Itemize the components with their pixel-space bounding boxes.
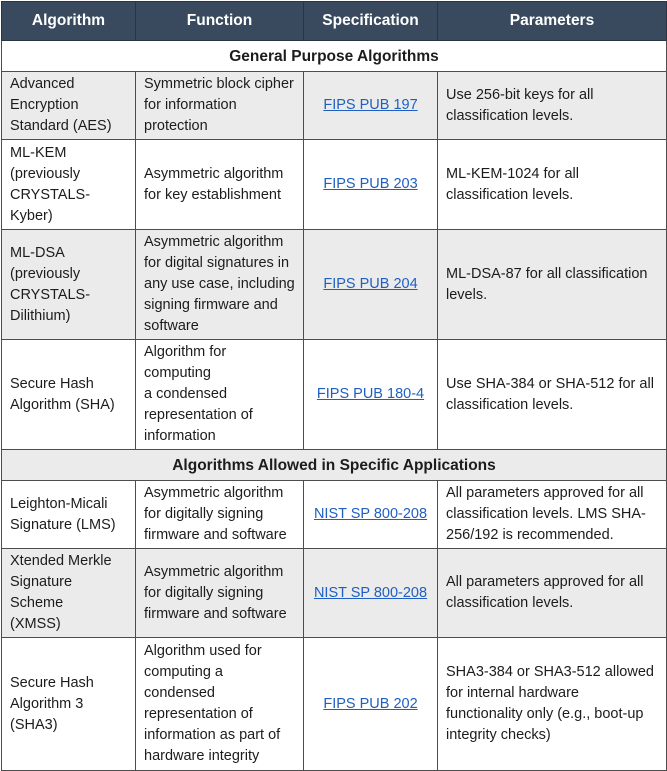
specification-cell [304,549,438,638]
specification-cell [304,72,438,140]
spec-link[interactable]: NIST SP 800-208 [313,584,428,601]
algorithm-cell: Leighton-Micali Signature (LMS) [2,481,136,549]
parameters-cell: All parameters approved for all classification levels. [438,549,667,638]
header-specification: Specification [304,2,438,41]
function-cell: Algorithm used for computing a condensed representation of information as part of hardware integrity [136,638,304,771]
header-row [2,2,667,41]
algorithm-cell: Secure Hash Algorithm (SHA) [2,340,136,450]
spec-link[interactable]: FIPS PUB 180-4 [316,386,425,402]
header-function: Function [136,2,304,41]
parameters-cell: ML-DSA-87 for all classification levels. [438,230,667,340]
spec-link[interactable]: FIPS PUB 202 [323,695,418,712]
table-row [2,549,667,638]
table-row [2,638,667,771]
function-cell: Asymmetric algorithm for key establishment [136,140,304,230]
algorithm-cell: Xtended Merkle Signature Scheme (XMSS) [2,549,136,638]
section-header-row [2,41,667,72]
algorithm-cell: Advanced Encryption Standard (AES) [2,72,136,140]
section-title-general: General Purpose Algorithms [2,41,667,72]
algorithm-cell: ML-KEM (previously CRYSTALS- Kyber) [2,140,136,230]
spec-link[interactable]: FIPS PUB 197 [323,97,418,113]
table-row [2,340,667,450]
function-cell: Asymmetric algorithm for digitally signing firmware and software [136,549,304,638]
algorithm-cell: ML-DSA (previously CRYSTALS- Dilithium) [2,230,136,340]
function-cell: Asymmetric algorithm for digitally signing firmware and software [136,481,304,549]
table-row [2,230,667,340]
parameters-cell: Use 256-bit keys for all classification levels. [438,72,667,140]
parameters-cell: All parameters approved for all classification levels. LMS SHA- 256/192 is recommended. [438,481,667,549]
specification-cell [304,481,438,549]
specification-cell [304,230,438,340]
function-cell: Symmetric block cipher for information protection [136,72,304,140]
function-cell: Asymmetric algorithm for digital signatures in any use case, including signing firmware and software [136,230,304,340]
algorithms-table [1,1,667,771]
table-row [2,72,667,140]
parameters-cell: SHA3-384 or SHA3-512 allowed for internal hardware functionality only (e.g., boot-up integrity checks) [438,638,667,771]
specification-cell [304,140,438,230]
table-row [2,481,667,549]
function-cell: Algorithm for computing a condensed representation of information [136,340,304,450]
specification-cell [304,638,438,771]
spec-link[interactable]: NIST SP 800-208 [313,506,428,522]
section-title-specific: Algorithms Allowed in Specific Applications [2,450,667,481]
section-header-row [2,450,667,481]
parameters-cell: Use SHA-384 or SHA-512 for all classification levels. [438,340,667,450]
spec-link[interactable]: FIPS PUB 204 [323,276,418,292]
table-row [2,140,667,230]
header-algorithm: Algorithm [2,2,136,41]
algorithm-cell: Secure Hash Algorithm 3 (SHA3) [2,638,136,771]
parameters-cell: ML-KEM-1024 for all classification levels. [438,140,667,230]
header-parameters: Parameters [438,2,667,41]
specification-cell [304,340,438,450]
spec-link[interactable]: FIPS PUB 203 [323,176,418,192]
